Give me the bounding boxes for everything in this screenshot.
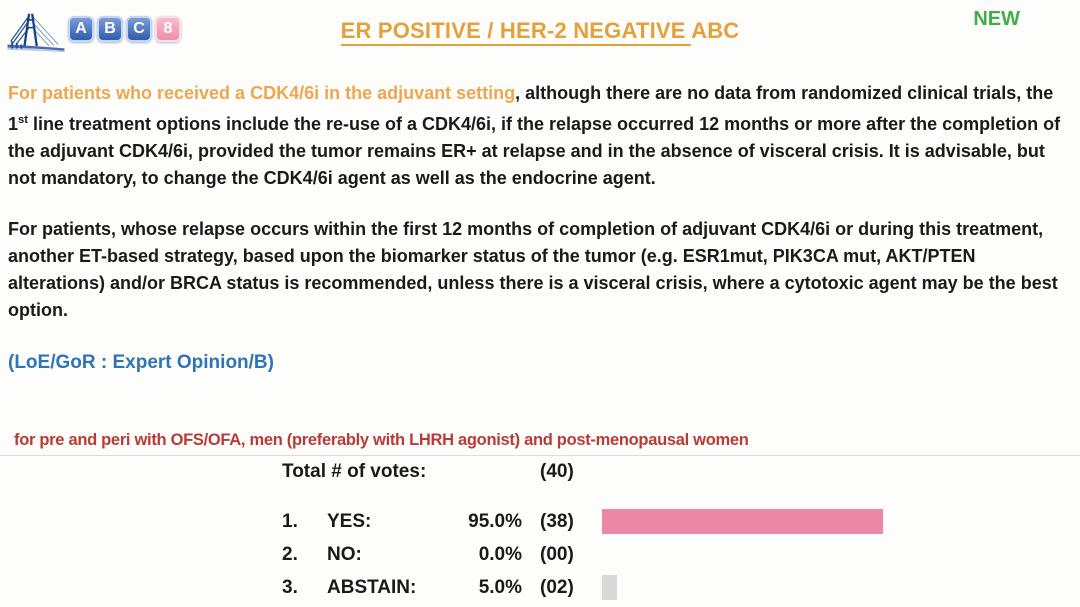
vote-bar-yes — [602, 509, 883, 534]
population-note: for pre and peri with OFS/OFA, men (preferably with LHRH agonist) and post-menopausal women — [14, 431, 749, 449]
vote-bar-track — [602, 575, 1072, 600]
vote-row-number: 3. — [282, 576, 298, 598]
vote-row-abstain — [282, 571, 1072, 604]
vote-bar-track — [602, 542, 1072, 567]
vote-bar-abstain — [602, 575, 617, 600]
vote-row-number: 2. — [282, 543, 298, 565]
vote-row-no — [282, 538, 1072, 571]
page-title — [0, 18, 1080, 44]
vote-row-count: (38) — [540, 510, 574, 532]
vote-row-percent: 0.0% — [478, 543, 522, 565]
total-votes-count: (40) — [540, 461, 574, 482]
votes-header — [282, 461, 1072, 491]
vote-row-count: (02) — [540, 576, 574, 598]
logo-tile-b: B — [97, 16, 123, 42]
vote-row-label: NO: — [327, 543, 362, 565]
page-title-underlined: ER POSITIVE / HER-2 NEGATIVE — [341, 18, 692, 46]
paragraph1-orange-lead: For patients who received a CDK4/6i in the adjuvant setting — [8, 83, 516, 103]
vote-row-percent: 5.0% — [478, 576, 522, 598]
paragraph-early-relapse: For patients, whose relapse occurs within the first 12 months of completion of adjuvant CDK4/6i or during this treatment, another ET-based strategy, based upon the biomarker status of the tumor (e.g. ESR1mut, PIK3CA mut, AKT/PTEN alterations) and/or BRCA status is recommended, unless there is a visceral crisis, where a cytotoxic agent may be the best option. — [8, 219, 1058, 320]
paragraph-adjuvant-cdk46i — [8, 80, 1076, 192]
logo-tile-a: A — [68, 16, 94, 42]
vote-row-count: (00) — [540, 543, 574, 565]
total-votes-label: Total # of votes: — [282, 461, 427, 482]
page-title-suffix: ABC — [691, 18, 740, 43]
loe-gor-note: (LoE/GoR : Expert Opinion/B) — [8, 352, 274, 373]
voting-results-panel — [282, 461, 1072, 604]
new-badge: NEW — [973, 8, 1020, 30]
section-divider — [0, 455, 1080, 456]
vote-row-yes — [282, 505, 1072, 538]
paragraph1-superscript: st — [18, 114, 28, 126]
logo-tile-8: 8 — [155, 16, 181, 42]
vote-bar-track — [602, 509, 1072, 534]
logo-tile-c: C — [126, 16, 152, 42]
vote-row-label: ABSTAIN: — [327, 576, 417, 598]
vote-row-label: YES: — [327, 510, 372, 532]
paragraph1-text-before-sup: , although there are no data from randomized clinical trials, the 1 — [8, 83, 1054, 134]
vote-row-number: 1. — [282, 510, 298, 532]
vote-row-percent: 95.0% — [468, 510, 522, 532]
paragraph1-text-after-sup: line treatment options include the re-use of a CDK4/6i, if the relapse occurred 12 months or more after the completion of the adjuvant CDK4/6i, provided the tumor remains ER+ at relapse and in the absence of visceral crisis. It is advisable, but not mandatory, to change the CDK4/6i agent as well as the endocrine agent. — [8, 114, 1061, 188]
